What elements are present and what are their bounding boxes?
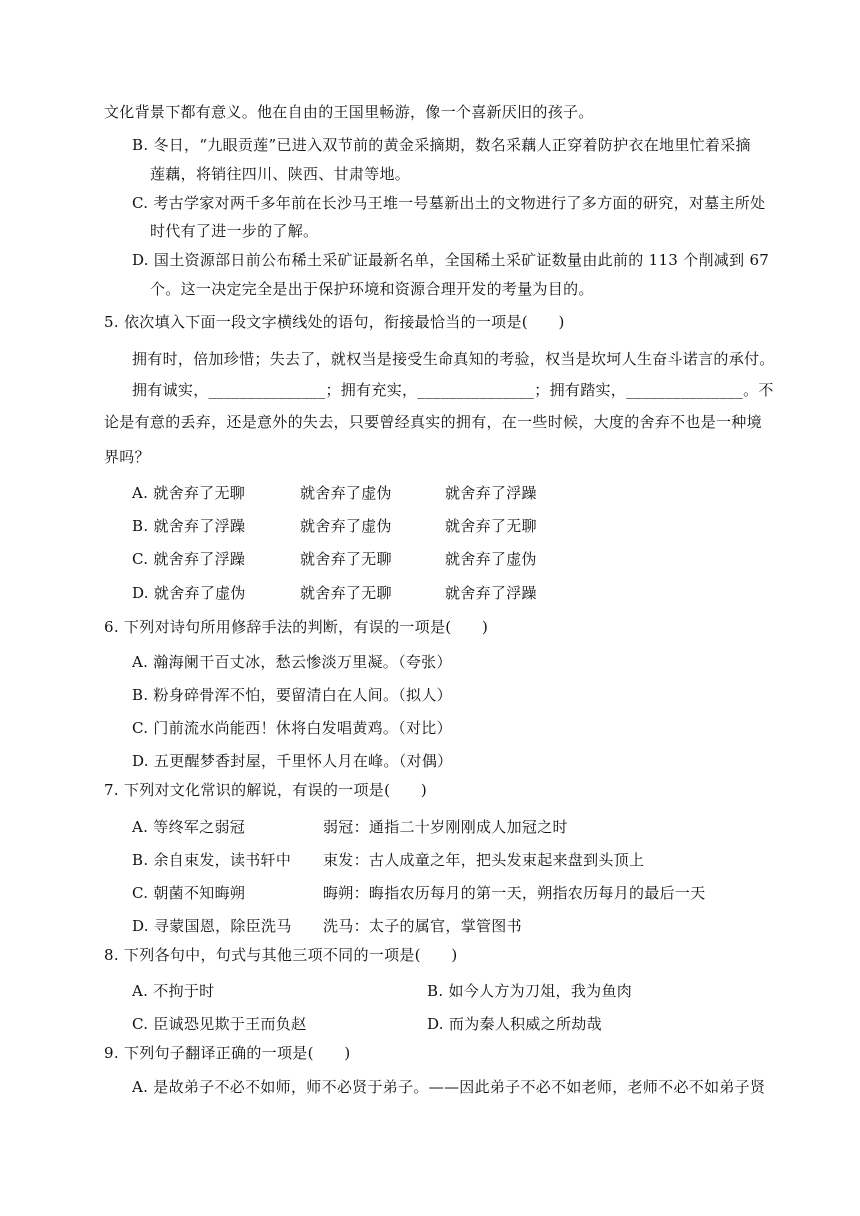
q7-option-d-right: 洗马：太子的属官，掌管图书 xyxy=(323,917,522,935)
q7-option-a-left: A. 等终军之弱冠 xyxy=(132,818,246,836)
question-7-stem: 7. 下列对文化常识的解说，有误的一项是( ) xyxy=(104,781,427,799)
question-6-stem: 6. 下列对诗句所用修辞手法的判断，有误的一项是( ) xyxy=(104,618,489,636)
question-8-stem: 8. 下列各句中，句式与其他三项不同的一项是( ) xyxy=(104,946,458,964)
q7-option-d xyxy=(132,917,522,935)
q8-option-a: A. 不拘于时 xyxy=(132,982,215,1000)
q8-row-2 xyxy=(132,1015,602,1033)
q5-passage-line-2: 拥有诚实，_______________；拥有充实，_______________；拥有踏实，_______________。不 xyxy=(132,381,774,399)
q5-option-a-part-1: A. 就舍弃了无聊 xyxy=(132,484,246,502)
q5-option-c-part-2: 就舍弃了无聊 xyxy=(300,550,392,568)
q8-option-c: C. 臣诚恐见欺于王而负赵 xyxy=(132,1015,307,1033)
q7-option-c xyxy=(132,884,706,902)
q8-option-b: B. 如今人方为刀俎，我为鱼肉 xyxy=(427,982,633,1000)
q5-option-d-part-1: D. 就舍弃了虚伪 xyxy=(132,584,246,602)
q5-option-c xyxy=(132,550,537,568)
question-9-stem: 9. 下列句子翻译正确的一项是( ) xyxy=(104,1044,351,1062)
q7-option-a xyxy=(132,818,568,836)
q6-option-d: D. 五更醒梦香封屋，千里怀人月在峰。（对偶） xyxy=(132,752,453,770)
q5-option-b-part-3: 就舍弃了无聊 xyxy=(445,517,537,535)
q5-option-b xyxy=(132,517,537,535)
option-d-line-2: 个。这一决定完全是出于保护环境和资源合理开发的考量为目的。 xyxy=(150,280,594,298)
q5-option-d-part-3: 就舍弃了浮躁 xyxy=(445,584,537,602)
q6-option-b: B. 粉身碎骨浑不怕，要留清白在人间。（拟人） xyxy=(132,686,452,704)
q5-option-a-part-3: 就舍弃了浮躁 xyxy=(445,484,537,502)
q7-option-b xyxy=(132,851,645,869)
q5-option-d xyxy=(132,584,537,602)
q5-option-d-part-2: 就舍弃了无聊 xyxy=(300,584,392,602)
option-b-line-2: 莲藕，将销往四川、陕西、甘肃等地。 xyxy=(150,165,411,183)
q8-row-1 xyxy=(132,982,633,1000)
q7-option-c-right: 晦朔：晦指农历每月的第一天，朔指农历每月的最后一天 xyxy=(323,884,706,902)
option-d-line-1: D. 国土资源部日前公布稀土采矿证最新名单，全国稀土采矿证数量由此前的 113 个削减到 67 xyxy=(132,251,770,269)
q5-passage-line-4: 界吗？ xyxy=(104,448,150,466)
option-c-line-1: C. 考古学家对两千多年前在长沙马王堆一号墓新出土的文物进行了多方面的研究，对墓主所处 xyxy=(132,194,766,212)
q5-passage-line-3: 论是有意的丢弃，还是意外的失去，只要曾经真实的拥有，在一些时候，大度的舍弃不也是一种境 xyxy=(104,413,762,431)
q7-option-b-right: 束发：古人成童之年，把头发束起来盘到头顶上 xyxy=(323,851,645,869)
q7-option-b-left: B. 余自束发，读书轩中 xyxy=(132,851,292,869)
option-b-line-1: B. 冬日，“九眼贡莲”已进入双节前的黄金采摘期，数名采藕人正穿着防护衣在地里忙着采摘 xyxy=(132,136,751,154)
q7-option-d-left: D. 寻蒙国恩，除臣洗马 xyxy=(132,917,292,935)
q9-option-a: A. 是故弟子不必不如师，师不必贤于弟子。——因此弟子不必不如老师，老师不必不如弟子贤 xyxy=(132,1078,766,1096)
q7-option-c-left: C. 朝菌不知晦朔 xyxy=(132,884,246,902)
q5-option-b-part-2: 就舍弃了虚伪 xyxy=(300,517,392,535)
q5-option-c-part-3: 就舍弃了虚伪 xyxy=(445,550,537,568)
q6-option-c: C. 门前流水尚能西！休将白发唱黄鸡。（对比） xyxy=(132,719,452,737)
q5-option-c-part-1: C. 就舍弃了浮躁 xyxy=(132,550,246,568)
q5-option-a xyxy=(132,484,537,502)
q5-passage-line-1: 拥有时，倍加珍惜；失去了，就权当是接受生命真知的考验，权当是坎坷人生奋斗诺言的承付。 xyxy=(132,350,775,368)
text-line: 文化背景下都有意义。他在自由的王国里畅游，像一个喜新厌旧的孩子。 xyxy=(104,103,594,121)
question-5-stem: 5. 依次填入下面一段文字横线处的语句，衔接最恰当的一项是( ) xyxy=(104,313,565,331)
option-c-line-2: 时代有了进一步的了解。 xyxy=(150,222,319,240)
q7-option-a-right: 弱冠：通指二十岁刚刚成人加冠之时 xyxy=(323,818,568,836)
q5-option-b-part-1: B. 就舍弃了浮躁 xyxy=(132,517,246,535)
q5-option-a-part-2: 就舍弃了虚伪 xyxy=(300,484,392,502)
q8-option-d: D. 而为秦人积威之所劫哉 xyxy=(427,1015,602,1033)
q6-option-a: A. 瀚海阑干百丈冰，愁云惨淡万里凝。（夸张） xyxy=(132,653,452,671)
